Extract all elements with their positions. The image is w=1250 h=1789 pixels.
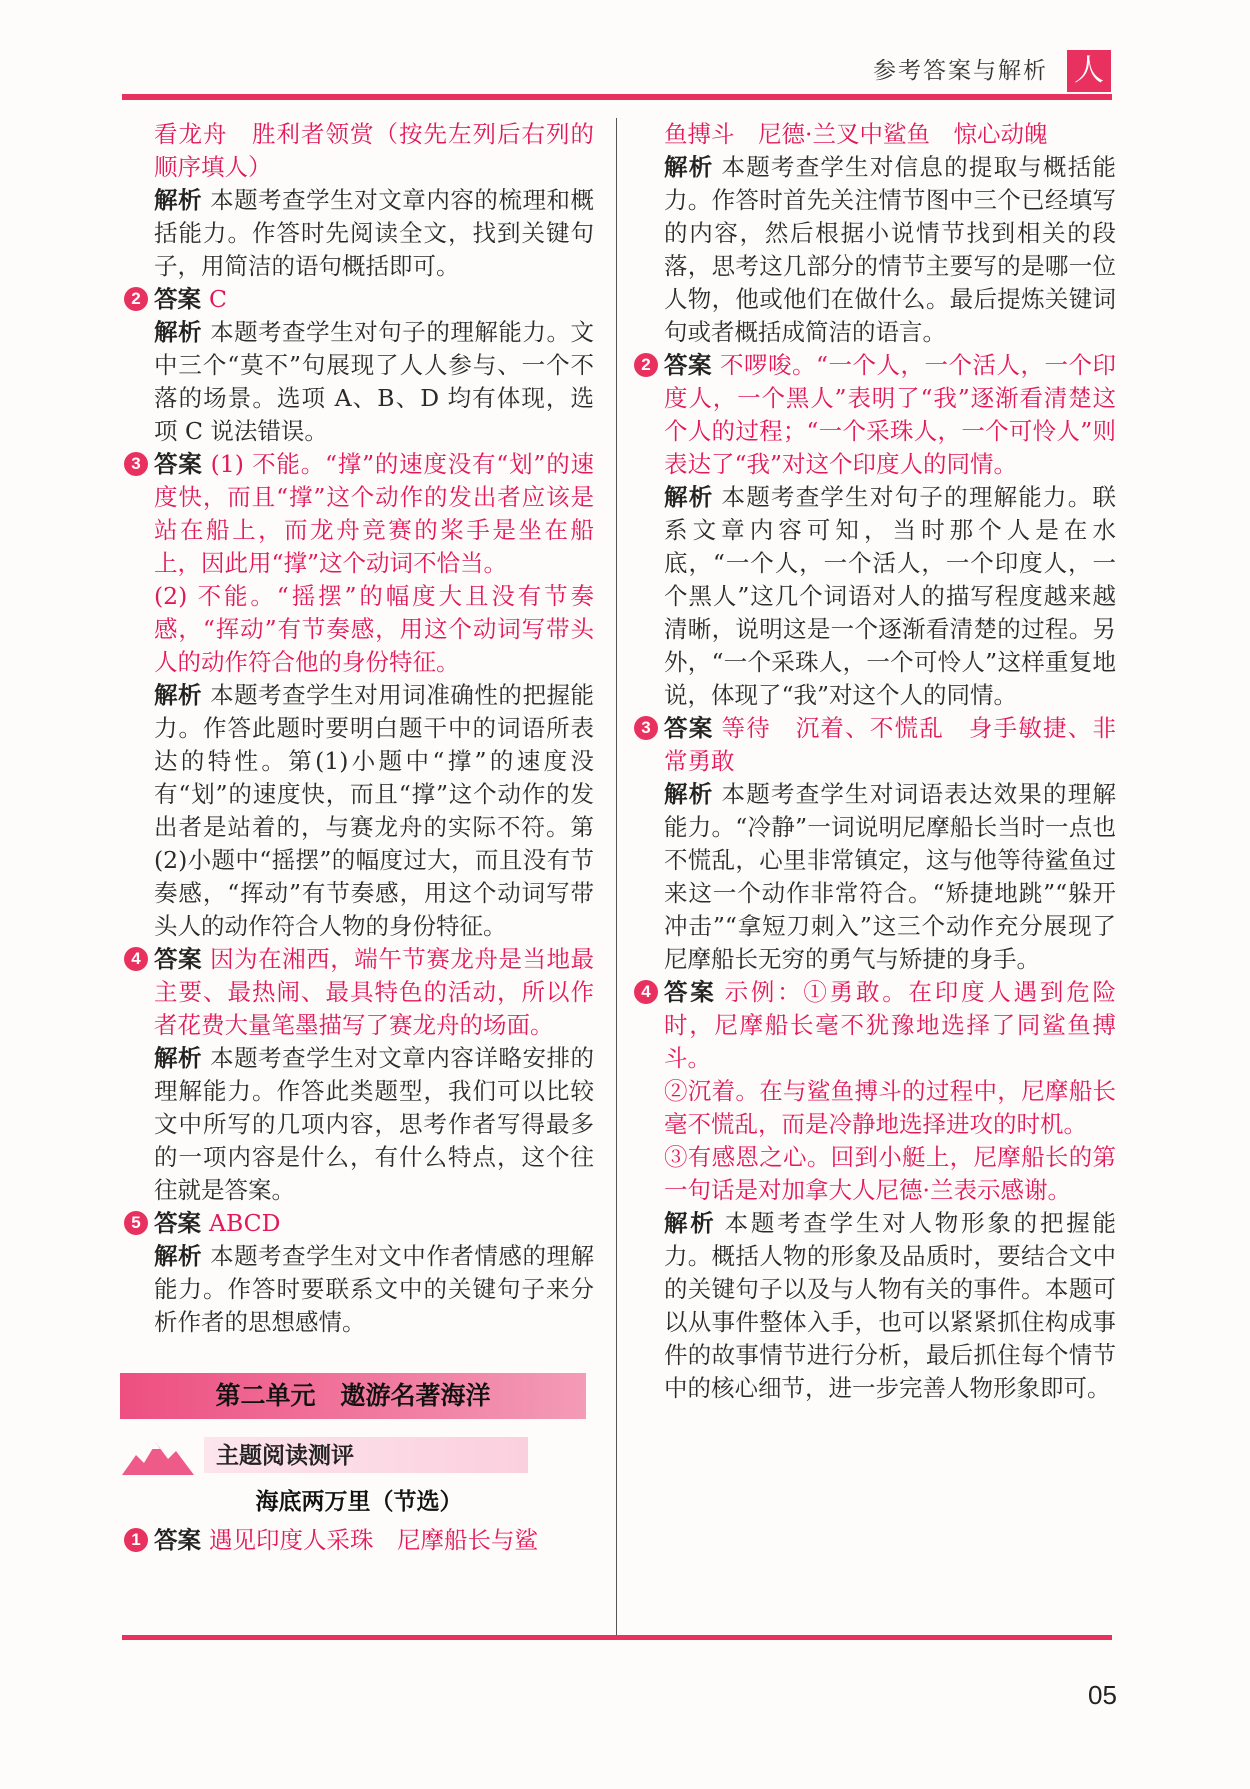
answer-label: 答案 [154, 946, 203, 972]
answer-line: 答案 ABCD [154, 1209, 281, 1237]
header-badge: 人 [1067, 50, 1111, 92]
answer-line-3: ③有感恩之心。回到小艇上，尼摩船长的第一句话是对加拿大人尼德·兰表示感谢。 [664, 1143, 1116, 1204]
answer-line: 答案 (1) 不能。“撑”的速度没有“划”的速度快，而且“撑”这个动作的发出者应该是站在船上，而龙舟竞赛的桨手是坐在船上，因此用“撑”这个动词不恰当。 [154, 450, 594, 577]
answer-line: 答案 示例：①勇敢。在印度人遇到危险时，尼摩船长毫不犹豫地选择了同鲨鱼搏斗。 [664, 978, 1116, 1072]
question-4 [124, 943, 594, 1207]
header-rule [122, 94, 1112, 100]
analysis-label: 解析 [154, 1045, 203, 1071]
answer-line: 答案 因为在湘西，端午节赛龙舟是当地最主要、最热闹、最具特色的活动，所以作者花费大量笔墨描写了赛龙舟的场面。 [154, 945, 595, 1039]
answer-label: 答案 [154, 451, 203, 477]
analysis-label: 解析 [664, 484, 714, 510]
analysis-label: 解析 [154, 1243, 203, 1269]
question-3 [634, 712, 1116, 976]
question-4 [634, 976, 1116, 1405]
analysis-text: 解析 本题考查学生对词语表达效果的理解能力。“冷静”一词说明尼摩船长当时一点也不慌乱，心里非常镇定，这与他等待鲨鱼过来这一个动作非常符合。“矫捷地跳”“躲开冲击”“拿短刀刺入”这三个动作充分展现了尼摩船长无穷的勇气与矫捷的身手。 [664, 780, 1117, 973]
answer-label: 答案 [664, 979, 717, 1005]
analysis-label: 解析 [664, 154, 714, 180]
answer-line: 答案 不啰唆。“一个人，一个活人，一个印度人，一个黑人”表明了“我”逐渐看清楚这个人的过程；“一个采珠人，一个可怜人”则表达了“我”对这个印度人的同情。 [664, 351, 1116, 478]
answer-label: 答案 [154, 1210, 201, 1236]
analysis-text: 解析 本题考查学生对用词准确性的把握能力。作答此题时要明白题干中的词语所表达的特性。第(1)小题中“撑”的速度没有“划”的速度快，而且“撑”这个动作的发出者是站着的，与赛龙舟的实际不符。第(2)小题中“摇摆”的幅度过大，而且没有节奏感，“挥动”有节奏感，用这个动词写带头人的动作符合人物的身份特征。 [154, 681, 595, 940]
analysis-text: 解析 本题考查学生对人物形象的把握能力。概括人物的形象及品质时，要结合文中的关键句子以及与人物有关的事件。本题可以从事件整体入手，也可以紧紧抓住构成事件的故事情节进行分析，最后抓住每个情节中的核心细节，进一步完善人物形象即可。 [664, 1209, 1116, 1402]
theme-label: 主题阅读测评 [204, 1437, 528, 1473]
question-number-badge: 1 [124, 1528, 148, 1552]
analysis-text: 解析 本题考查学生对文章内容详略安排的理解能力。作答此类题型，我们可以比较文中所写的几项内容，思考作者写得最多的一项内容是什么，有什么特点，这个往往就是答案。 [154, 1044, 595, 1204]
analysis-text: 解析 本题考查学生对句子的理解能力。联系文章内容可知，当时那个人是在水底，“一个人，一个活人，一个印度人，一个黑人”这几个词语对人的描写程度越来越清晰，说明这是一个逐渐看清楚的过程。另外，“一个采珠人，一个可怜人”这样重复地说，体现了“我”对这个人的同情。 [664, 483, 1117, 709]
continued-analysis: 解析 本题考查学生对文章内容的梳理和概括能力。作答时先阅读全文，找到关键句子，用简洁的语句概括即可。 [154, 186, 595, 280]
question-number-badge: 3 [124, 452, 148, 476]
answer-label: 答案 [154, 1527, 201, 1553]
analysis-text: 解析 本题考查学生对文中作者情感的理解能力。作答时要联系文中的关键句子来分析作者的思想感情。 [154, 1242, 595, 1336]
answer-line: 答案 遇见印度人采珠 尼摩船长与鲨 [154, 1526, 538, 1554]
answer-label: 答案 [664, 352, 712, 378]
question-number-badge: 2 [634, 353, 658, 377]
question-2 [124, 283, 594, 448]
answer-line: 答案 C [154, 285, 227, 313]
question-number-badge: 2 [124, 287, 148, 311]
question-number-badge: 4 [124, 947, 148, 971]
continued-answer: 鱼搏斗 尼德·兰叉中鲨鱼 惊心动魄 [664, 120, 1048, 148]
answer-line-2: ②沉着。在与鲨鱼搏斗的过程中，尼摩船长毫不慌乱，而是冷静地选择进攻的时机。 [664, 1077, 1116, 1138]
analysis-text: 解析 本题考查学生对句子的理解能力。文中三个“莫不”句展现了人人参与、一个不落的场景。选项 A、B、D 均有体现，选项 C 说法错误。 [154, 318, 595, 445]
answer-label: 答案 [664, 715, 714, 741]
column-divider [616, 118, 617, 1638]
question-number-badge: 5 [124, 1211, 148, 1235]
unit-banner: 第二单元 遨游名著海洋 [120, 1373, 586, 1419]
footer-rule [122, 1635, 1112, 1640]
answer-line: 答案 等待 沉着、不慌乱 身手敏捷、非常勇敢 [664, 714, 1117, 775]
continued-answer: 看龙舟 胜利者领赏（按先左列后右列的顺序填人） [154, 120, 594, 181]
question-5 [124, 1207, 594, 1339]
answer-line-2: (2) 不能。“摇摆”的幅度大且没有节奏感，“挥动”有节奏感，用这个动词写带头人的动作符合他的身份特征。 [154, 582, 594, 676]
mountain-icon [122, 1439, 194, 1475]
theme-header [124, 1435, 594, 1477]
page-number: 05 [1088, 1680, 1117, 1710]
question-number-badge: 3 [634, 716, 658, 740]
question-2 [634, 349, 1116, 712]
left-column [124, 118, 594, 1557]
question-1 [124, 1524, 594, 1557]
analysis-label: 解析 [154, 187, 203, 213]
header-title: 参考答案与解析 [873, 58, 1048, 84]
question-number-badge: 4 [634, 980, 658, 1004]
right-column [641, 118, 1117, 1405]
continued-analysis: 解析 本题考查学生对信息的提取与概括能力。作答时首先关注情节图中三个已经填写的内容，然后根据小说情节找到相关的段落，思考这几部分的情节主要写的是哪一位人物，他或他们在做什么。最后提炼关键词句或者概括成简洁的语言。 [664, 153, 1117, 346]
analysis-label: 解析 [154, 319, 203, 345]
article-title: 海底两万里（节选） [255, 1488, 463, 1514]
question-3 [124, 448, 594, 943]
analysis-label: 解析 [664, 781, 714, 807]
analysis-label: 解析 [154, 682, 203, 708]
analysis-label: 解析 [664, 1210, 717, 1236]
answer-label: 答案 [154, 286, 201, 312]
